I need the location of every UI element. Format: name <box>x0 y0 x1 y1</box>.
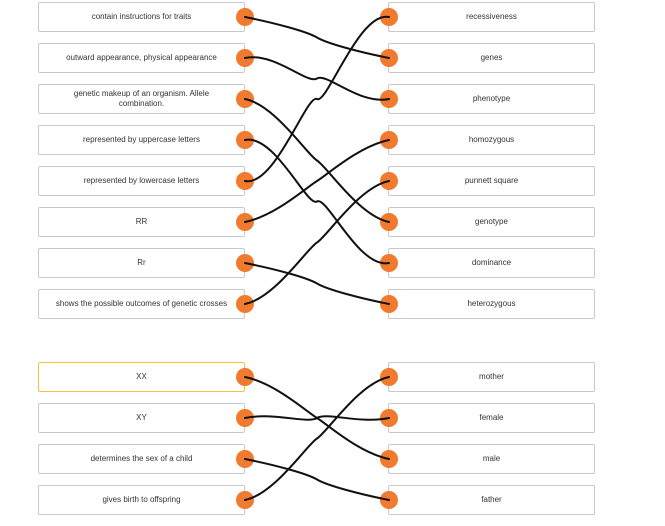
group2-right-item-2[interactable]: male <box>388 444 595 474</box>
group2-right-item-1[interactable]: female <box>388 403 595 433</box>
group2-right-item-3[interactable]: father <box>388 485 595 515</box>
group1-right-item-3[interactable]: homozygous <box>388 125 595 155</box>
group2-left-item-0[interactable]: XX <box>38 362 245 392</box>
group1-right-item-5[interactable]: genotype <box>388 207 595 237</box>
group1-left-item-6[interactable]: Rr <box>38 248 245 278</box>
group1-match-line-1-to-2 <box>245 57 389 99</box>
group1-match-line-7-to-4 <box>245 181 389 304</box>
group1-left-item-2[interactable]: genetic makeup of an organism. Allele combination. <box>38 84 245 114</box>
group1-match-line-4-to-0 <box>245 17 389 182</box>
group2-left-item-2[interactable]: determines the sex of a child <box>38 444 245 474</box>
group1-left-item-1[interactable]: outward appearance, physical appearance <box>38 43 245 73</box>
group2-left-item-1[interactable]: XY <box>38 403 245 433</box>
group1-left-item-7[interactable]: shows the possible outcomes of genetic crosses <box>38 289 245 319</box>
group2-match-line-2-to-3 <box>245 459 389 500</box>
group1-right-item-0[interactable]: recessiveness <box>388 2 595 32</box>
group1-left-item-0[interactable]: contain instructions for traits <box>38 2 245 32</box>
group1-match-line-3-to-6 <box>245 140 389 264</box>
group1-right-item-6[interactable]: dominance <box>388 248 595 278</box>
group1-right-item-1[interactable]: genes <box>388 43 595 73</box>
group1-right-item-7[interactable]: heterozygous <box>388 289 595 319</box>
group1-right-item-2[interactable]: phenotype <box>388 84 595 114</box>
group1-match-line-6-to-7 <box>245 263 389 304</box>
group1-match-line-5-to-3 <box>245 140 389 222</box>
group1-left-item-4[interactable]: represented by lowercase letters <box>38 166 245 196</box>
group1-left-item-3[interactable]: represented by uppercase letters <box>38 125 245 155</box>
group1-left-item-5[interactable]: RR <box>38 207 245 237</box>
group2-match-line-3-to-0 <box>245 377 389 500</box>
group1-match-line-0-to-1 <box>245 17 389 58</box>
group1-match-line-2-to-5 <box>245 99 389 222</box>
group2-match-line-1-to-1 <box>245 416 389 419</box>
group2-right-item-0[interactable]: mother <box>388 362 595 392</box>
group2-left-item-3[interactable]: gives birth to offspring <box>38 485 245 515</box>
group1-right-item-4[interactable]: punnett square <box>388 166 595 196</box>
